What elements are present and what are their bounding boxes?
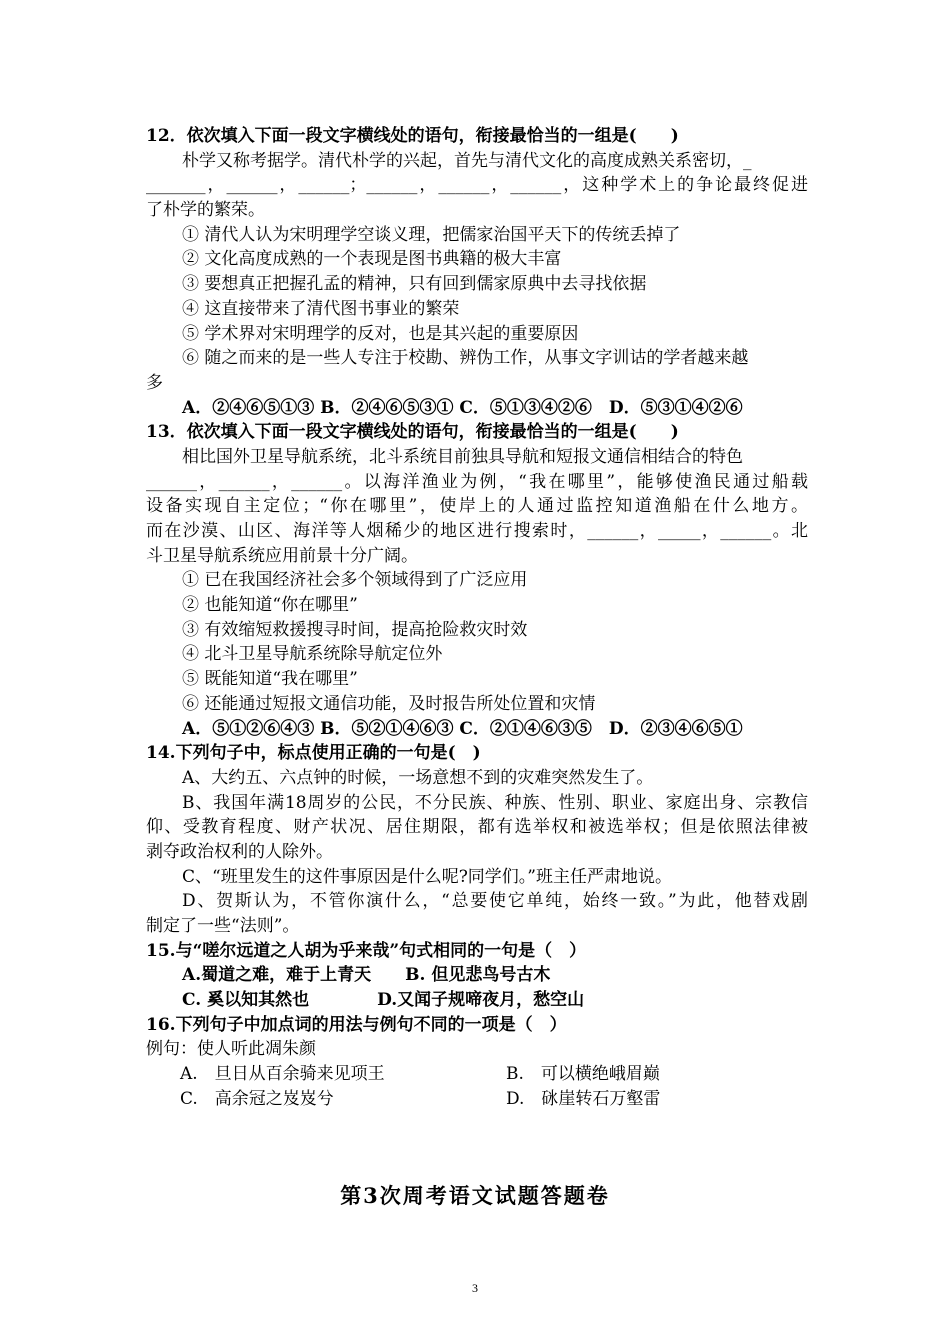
q12-item: ④ 这直接带来了清代图书事业的繁荣 [182,298,460,319]
q12-item: ⑤ 学术界对宋明理学的反对，也是其兴起的重要原因 [182,323,579,344]
q12-options: A．②④⑥⑤①③ B．②④⑥⑤③① C．⑤①③④②⑥ D．⑤③①④②⑥ [182,397,743,418]
q13-item: ⑤ 既能知道“我在哪里” [182,669,358,690]
q13-passage-line: 斗卫星导航系统应用前景十分广阔。 [146,545,418,566]
q16-option-d: D. 砯崖转石万壑雷 [506,1088,661,1109]
q13-item: ④ 北斗卫星导航系统除导航定位外 [182,644,443,665]
q13-item: ⑥ 还能通过短报文通信功能，及时报告所处位置和灾情 [182,693,596,714]
q13-item: ① 已在我国经济社会多个领域得到了广泛应用 [182,570,528,591]
q14-option-line: B、我国年满18周岁的公民，不分民族、种族、性别、职业、家庭出身、宗教信 [182,792,808,813]
q13-options: A．⑤①②⑥④③ B．⑤②①④⑥③ C．②①④⑥③⑤ D．②③④⑥⑤① [182,718,743,739]
q12-passage-line: 了朴学的繁荣。 [146,200,265,221]
q14-stem: 14.下列句子中，标点使用正确的一句是( ) [146,743,481,764]
q12-item: ⑥ 随之而来的是一些人专注于校勘、辨伪工作，从事文字训诂的学者越来越 [182,348,749,369]
q13-passage-line: 相比国外卫星导航系统，北斗系统目前独具导航和短报文通信相结合的特色 [182,446,743,467]
q14-option-line: A、大约五、六点钟的时候，一场意想不到的灾难突然发生了。 [182,767,654,788]
q13-passage-line: ______，______，______。以海洋渔业为例，“我在哪里”，能够使渔民通过船载 [146,471,808,492]
q16-option-c: C. 高余冠之岌岌兮 [180,1088,334,1109]
q16-stem: 16.下列句子中加点词的用法与例句不同的一项是（ ） [146,1014,567,1035]
q13-passage-line: 而在沙漠、山区、海洋等人烟稀少的地区进行搜索时，______，_____，______。北 [146,521,808,541]
q12-item: ② 文化高度成熟的一个表现是图书典籍的极大丰富 [182,249,562,270]
q15-options-row: C. 奚以知其然也 D.又闻子规啼夜月，愁空山 [182,990,585,1011]
q14-option-line: 制定了一些“法则”。 [146,916,300,936]
q14-option-line: C、“班里发生的这件事原因是什么呢?同学们。”班主任严肃地说。 [182,866,673,887]
q12-passage-line: _______，______，______；______，______，______，这种学术上的争论最终促进 [146,175,808,196]
q13-stem: 13．依次填入下面一段文字横线处的语句，衔接最恰当的一组是( ) [146,422,679,443]
q13-item: ② 也能知道“你在哪里” [182,595,358,616]
q14-option-line: D、贺斯认为，不管你演什么，“总要使它单纯，始终一致。”为此，他替戏剧 [182,891,808,912]
q12-item: ① 清代人认为宋明理学空谈义理，把儒家治国平天下的传统丢掉了 [182,224,681,245]
q15-stem: 15.与“嗟尔远道之人胡为乎来哉”句式相同的一句是（ ） [146,940,587,961]
q14-option-line: 剥夺政治权利的人除外。 [146,841,333,862]
q13-passage-line: 设备实现自主定位；“你在哪里”，使岸上的人通过监控知道渔船在什么地方。 [146,496,808,517]
q12-item: 多 [146,372,163,393]
question-content [146,124,808,1112]
q12-item: ③ 要想真正把握孔孟的精神，只有回到儒家原典中去寻找依据 [182,274,647,295]
q12-stem: 12．依次填入下面一段文字横线处的语句，衔接最恰当的一组是( ) [146,126,679,146]
q12-passage-line: 朴学又称考据学。清代朴学的兴起，首先与清代文化的高度成熟关系密切，_ [182,150,752,171]
q16-option-b: B. 可以横绝峨眉巅 [506,1064,660,1085]
q15-options-row: A.蜀道之难，难于上青天 B. 但见悲鸟号古木 [182,965,551,986]
page-number: 3 [472,1281,478,1295]
q16-example: 例句：使人听此凋朱颜 [146,1039,316,1060]
q14-option-line: 仰、受教育程度、财产状况、居住期限，都有选举权和被选举权；但是依照法律被 [146,817,808,838]
answer-sheet-title: 第3次周考语文试题答题卷 [340,1183,610,1208]
q16-options-row [146,1087,808,1112]
q16-option-a: A. 旦日从百余骑来见项王 [180,1064,385,1085]
q16-options-row [146,1062,808,1087]
q13-item: ③ 有效缩短救援搜寻时间，提高抢险救灾时效 [182,619,528,640]
